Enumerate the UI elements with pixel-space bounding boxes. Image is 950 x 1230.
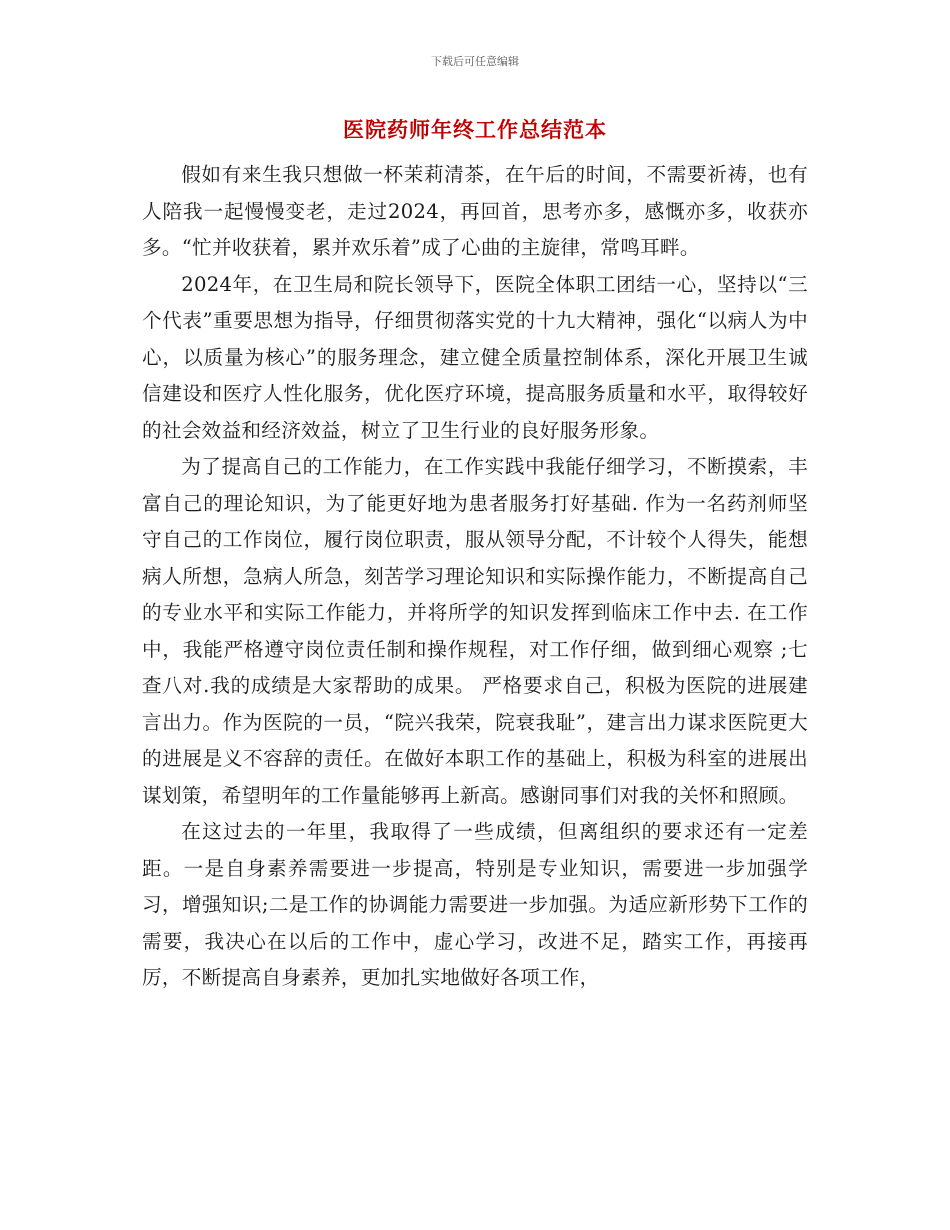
document-title: 医院药师年终工作总结范本 (343, 117, 607, 142)
paragraph-2: 2024年，在卫生局和院长领导下，医院全体职工团结一心，坚持以“三个代表”重要思想为指导，仔细贯彻落实党的十九大精神，强化“以病人为中心，以质量为核心”的服务理念，建立健全质量控制体系，深化开展卫生诚信建设和医疗人性化服务，优化医疗环境，提高服务质量和水平，取得较好的社会效益和经济效益，树立了卫生行业的良好服务形象。 (142, 272, 808, 442)
paragraph-3: 为了提高自己的工作能力，在工作实践中我能仔细学习，不断摸索，丰富自己的理论知识，为了能更好地为患者服务打好基础. 作为一名药剂师坚守自己的工作岗位，履行岗位职责，服从领导分配，不计较个人得失，能想病人所想，急病人所急，刻苦学习理论知识和实际操作能力，不断提高自己的专业水平和实际工作能力，并将所学的知识发挥到临床工作中去. 在工作中，我能严格遵守岗位责任制和操作规程，对工作仔细，做到细心观察 ;七查八对.我的成绩是大家帮助的成果。 严格要求自己，积极为医院的进展建言出力。作为医院的一员，“院兴我荣，院衰我耻”，建言出力谋求医院更大的进展是义不容辞的责任。在做好本职工作的基础上，积极为科室的进展出谋划策，希望明年的工作量能够再上新高。感谢同事们对我的关怀和照顾。 (142, 455, 808, 807)
paragraph-1: 假如有来生我只想做一杯茉莉清茶，在午后的时间，不需要祈祷，也有人陪我一起慢慢变老，走过2024，再回首，思考亦多，感慨亦多，收获亦多。“忙并收获着，累并欢乐着”成了心曲的主旋律，常鸣耳畔。 (142, 163, 808, 259)
page-header-note: 下载后可任意编辑 (431, 55, 519, 68)
paragraph-4: 在这过去的一年里，我取得了一些成绩，但离组织的要求还有一定差距。一是自身素养需要进一步提高，特别是专业知识，需要进一步加强学习，增强知识;二是工作的协调能力需要进一步加强。为适应新形势下工作的需要，我决心在以后的工作中，虚心学习，改进不足，踏实工作，再接再厉，不断提高自身素养，更加扎实地做好各项工作， (142, 820, 808, 989)
document-body (142, 157, 808, 997)
